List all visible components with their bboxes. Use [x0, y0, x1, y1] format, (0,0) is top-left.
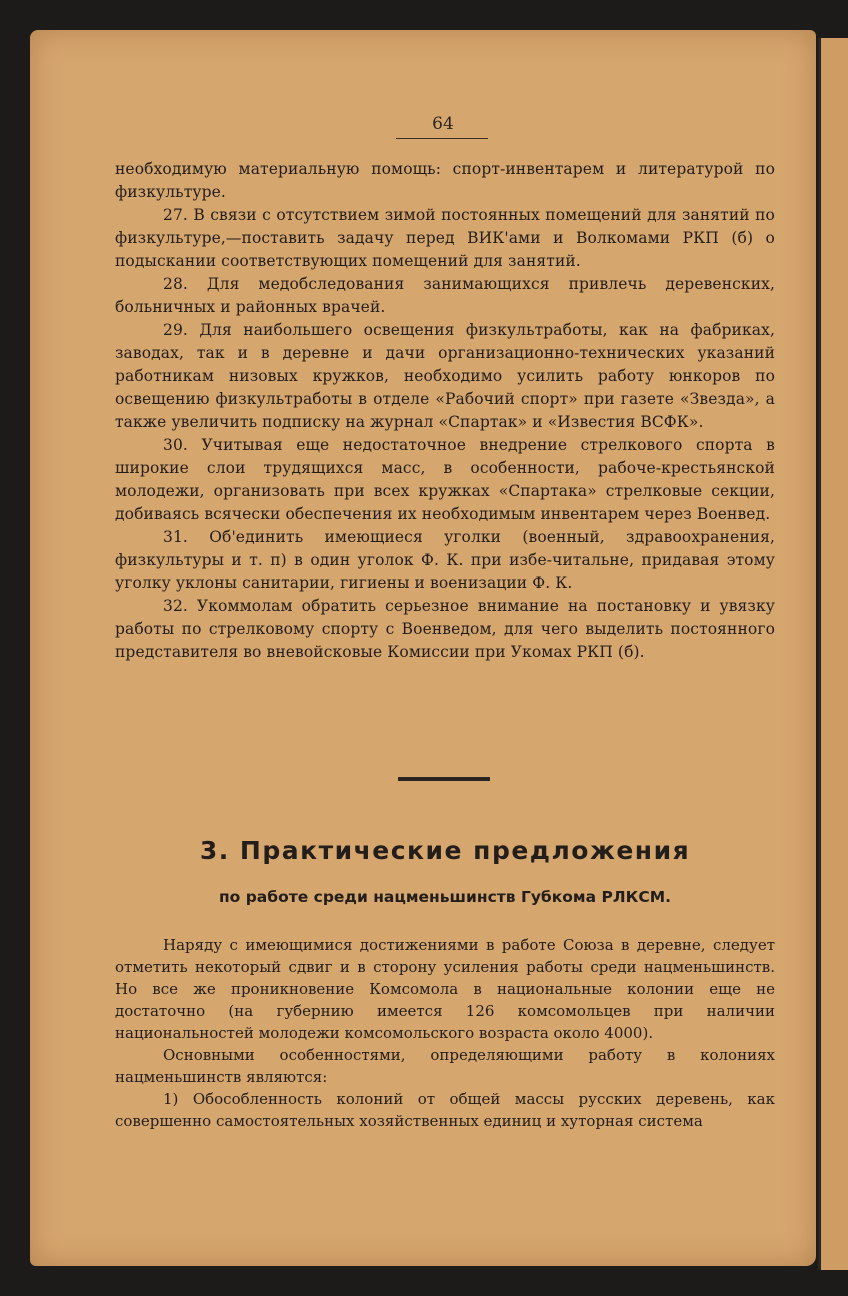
paragraph-continuation: необходимую материальную помощь: спорт-инвентарем и литературой по физкультуре.: [115, 160, 775, 201]
section-divider: [398, 777, 490, 781]
paragraph-30: 30. Учитывая еще недостаточное внедрение стрелкового спорта в широкие слои трудящихся масс, в особенности, рабоче-крестьянской молодежи, организовать при всех кружках «Спартака» стрелковые секции, добиваясь всячески обеспечения их необходимым инвентарем через Военвед.: [115, 436, 775, 523]
page-number-rule: [396, 138, 488, 139]
paragraph-29: 29. Для наибольшего освещения физкультработы, как на фабриках, заводах, так и в деревне и дачи организационно-технических указаний работникам низовых кружков, необходимо усилить работу юнкоров по освещению физкультработы в отделе «Рабочий спорт» при газете «Звезда», а также увеличить подписку на журнал «Спартак» и «Известия ВСФК».: [115, 321, 775, 431]
section-subheading: по работе среди нацменьшинств Губкома РЛКСМ.: [218, 888, 672, 906]
paragraph-27: 27. В связи с отсутствием зимой постоянных помещений для занятий по физкультуре,—поставить задачу перед ВИК'ами и Волкомами РКП (б) о подыскании соответствующих помещений для занятий.: [115, 206, 775, 270]
page-number: 64: [432, 114, 454, 134]
paragraph-31: 31. Об'единить имеющиеся уголки (военный, здравоохранения, физкультуры и т. п) в один уголок Ф. К. при избе-читальне, придавая этому уголку уклоны санитарии, гигиены и военизации Ф. К.: [115, 528, 775, 592]
paragraph-features: Основными особенностями, определяющими работу в колониях нацменьшинств являются:: [115, 1046, 775, 1086]
section-heading: 3. Практические предложения: [199, 836, 691, 865]
paragraph-intro: Наряду с имеющимися достижениями в работе Союза в деревне, следует отметить некоторый сдвиг и в сторону усиления работы среди нацменьшинств. Но все же проникновение Комсомола в национальные колонии еще не достаточно (на губернию имеется 126 комсомольцев при наличии национальностей молодежи комсомольского возраста около 4000).: [115, 936, 775, 1042]
proposals-text: [115, 934, 775, 1132]
paragraph-32: 32. Укоммолам обратить серьезное внимание на постановку и увязку работы по стрелковому спорту с Военведом, для чего выделить постоянного представителя во вневойсковые Комиссии при Укомах РКП (б).: [115, 597, 775, 661]
resolution-points: [115, 158, 775, 664]
next-page-edge: [818, 38, 848, 1270]
paragraph-28: 28. Для медобследования занимающихся привлечь деревенских, больничных и районных врачей.: [115, 275, 775, 316]
paragraph-item-1: 1) Обособленность колоний от общей массы русских деревень, как совершенно самостоятельных хозяйственных единиц и хуторная система: [115, 1090, 775, 1130]
